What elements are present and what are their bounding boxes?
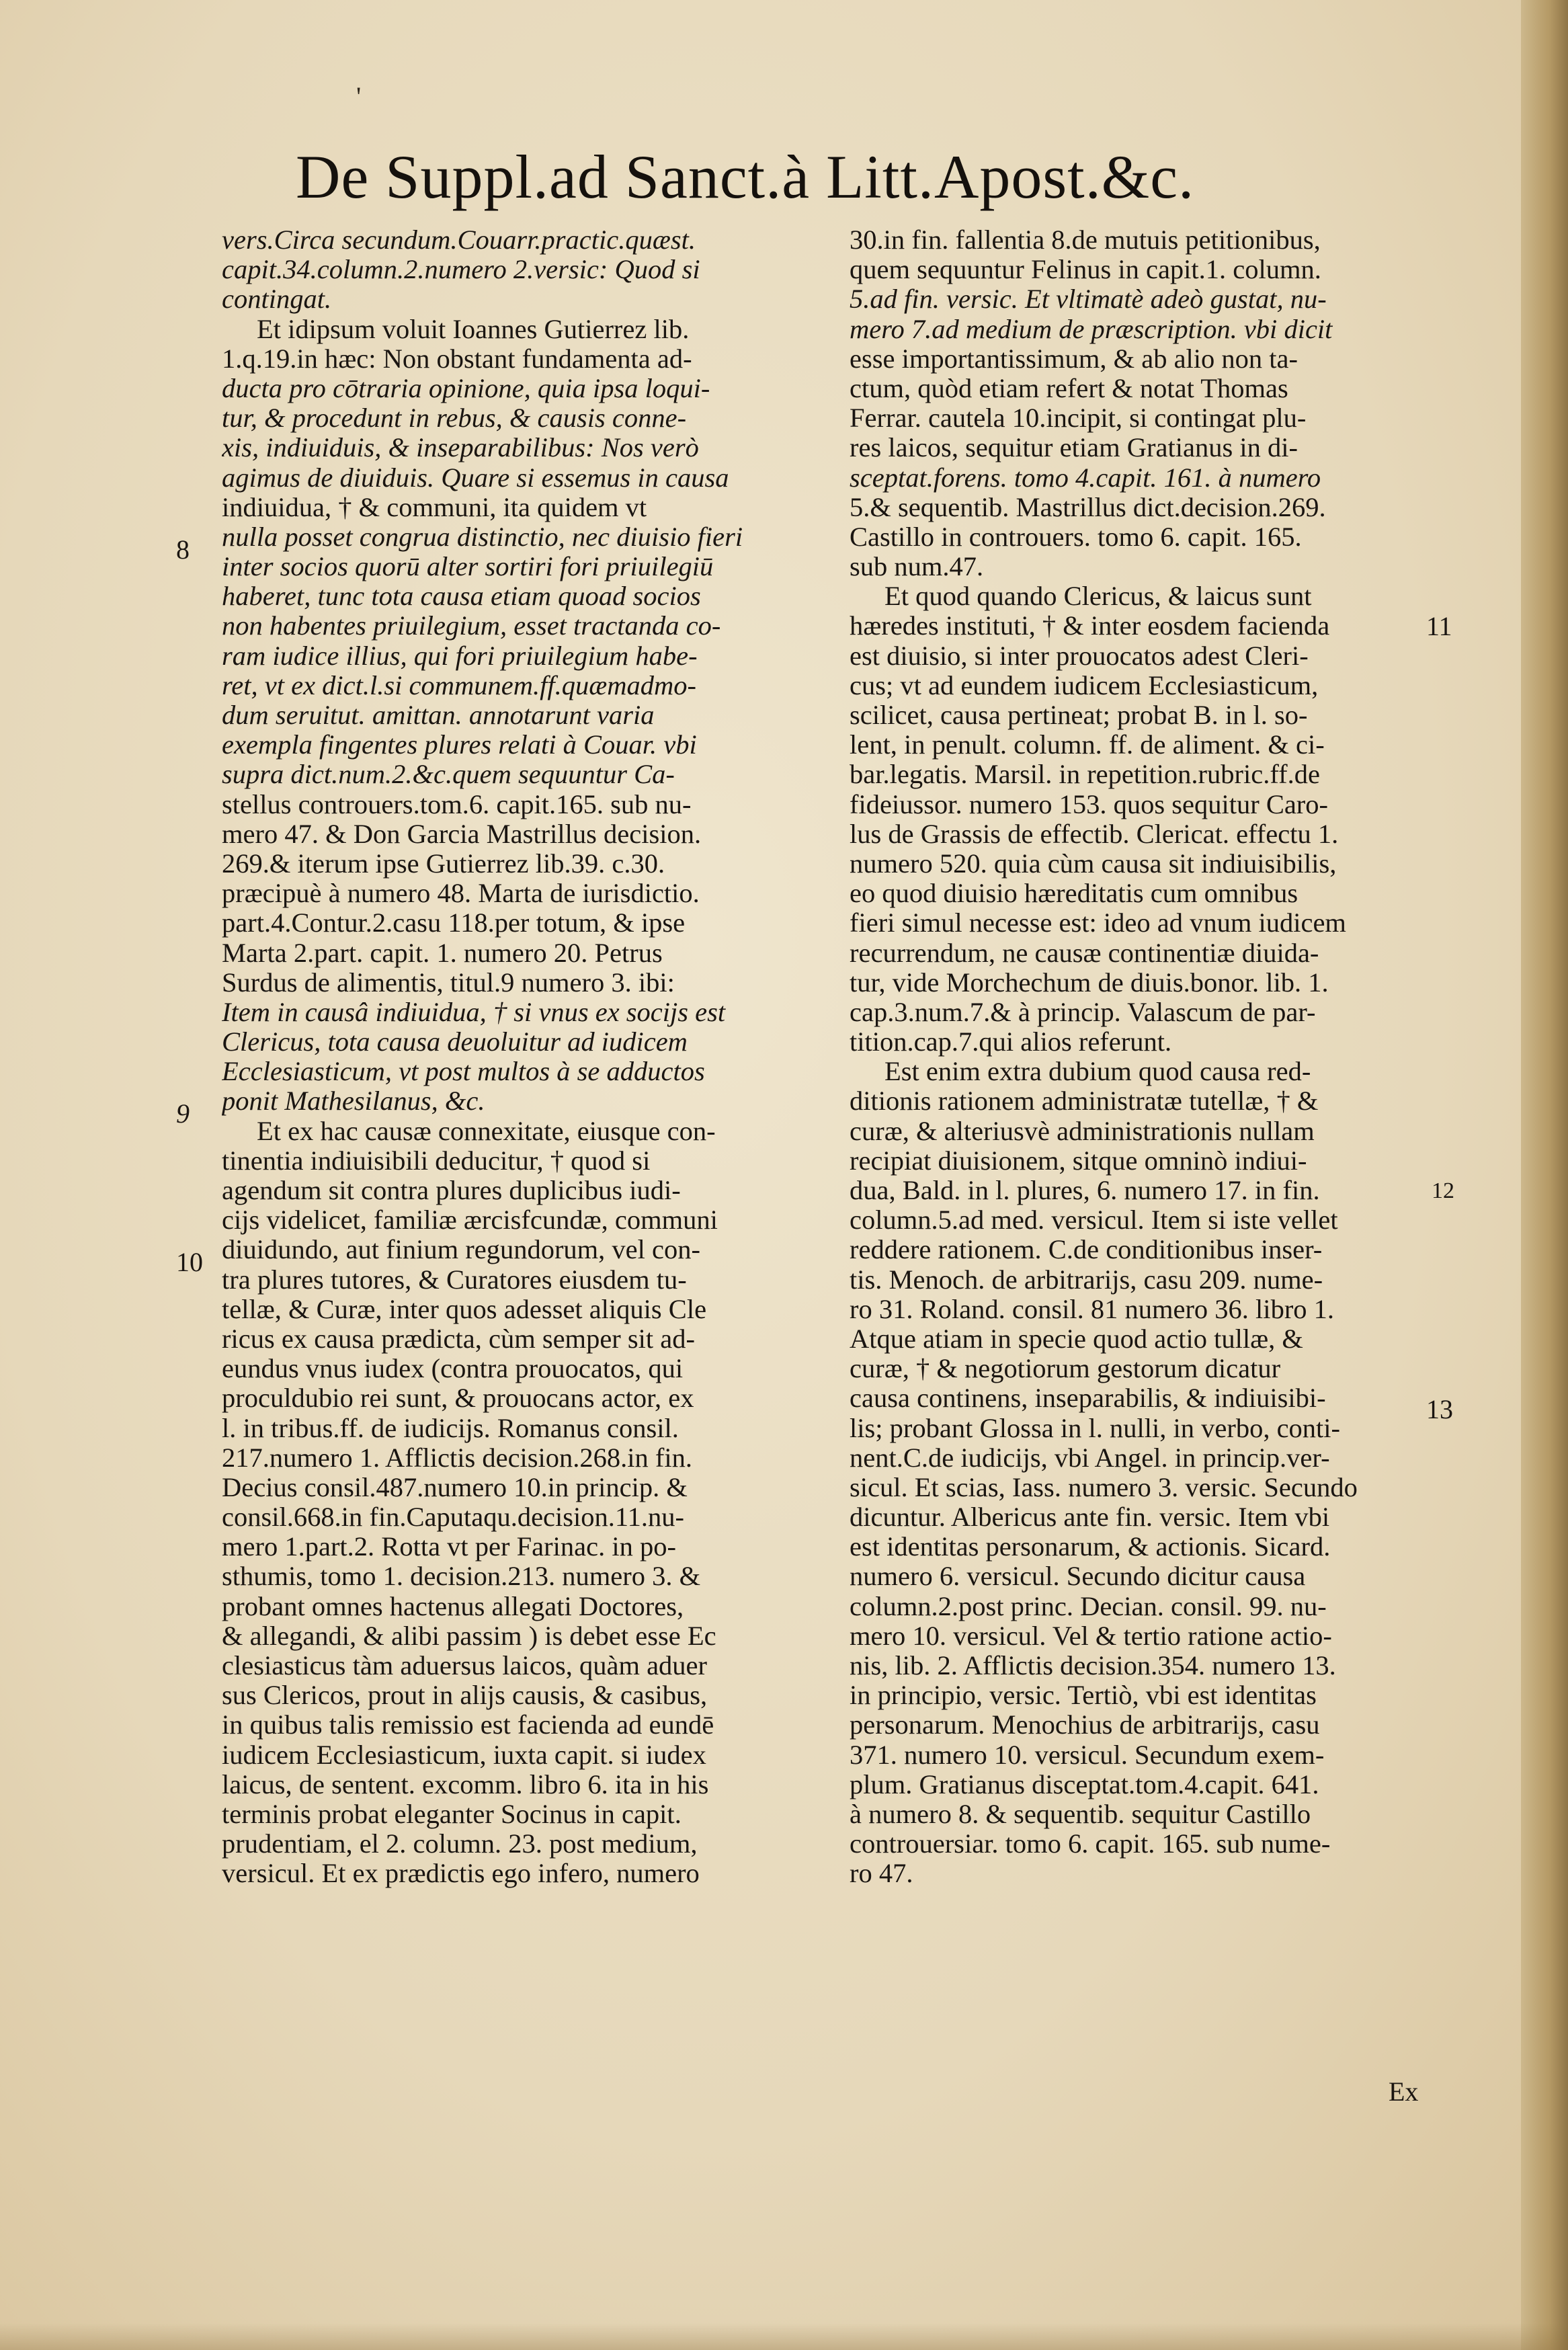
text-line: dum seruitut. amittan. annotarunt varia <box>222 700 655 730</box>
text-line: Surdus de alimentis, titul.9 numero 3. ibi: <box>222 967 675 998</box>
text-line: stellus controuers.tom.6. capit.165. sub nu- <box>222 789 692 819</box>
text-line: capit.34.column.2.numero 2.versic: Quod si <box>222 255 700 285</box>
text-line: supra dict.num.2.&c.quem sequuntur Ca- <box>222 760 675 790</box>
text-line: scilicet, causa pertineat; probat B. in l. so- <box>850 700 1308 730</box>
text-line: 1.q.19.in hæc: Non obstant fundamenta ad- <box>222 343 692 374</box>
left-text-column <box>222 225 854 1889</box>
text-line: res laicos, sequitur etiam Gratianus in di- <box>850 433 1298 463</box>
text-line: Castillo in controuers. tomo 6. capit. 165. <box>850 522 1302 552</box>
text-line: column.5.ad med. versicul. Item si iste vellet <box>850 1205 1338 1235</box>
text-line: agimus de diuiduis. Quare si essemus in causa <box>222 462 729 493</box>
text-line: column.2.post princ. Decian. consil. 99. nu- <box>850 1591 1327 1621</box>
text-line: cijs videlicet, familiæ ærcisfcundæ, communi <box>222 1205 718 1235</box>
text-line: mero 1.part.2. Rotta vt per Farinac. in po- <box>222 1532 676 1562</box>
text-line: præcipuè à numero 48. Marta de iurisdictio. <box>222 879 700 909</box>
text-line: eo quod diuisio hæreditatis cum omnibus <box>850 879 1298 909</box>
text-line: 217.numero 1. Afflictis decision.268.in fin. <box>222 1443 693 1473</box>
text-line: exempla fingentes plures relati à Couar. vbi <box>222 730 697 760</box>
text-line: terminis probat eleganter Socinus in capit. <box>222 1799 682 1829</box>
text-line: lis; probant Glossa in l. nulli, in verbo, conti- <box>850 1413 1341 1443</box>
text-line: cus; vt ad eundem iudicem Ecclesiasticum, <box>850 670 1319 700</box>
text-line: ricus ex causa prædicta, cùm semper sit ad- <box>222 1324 696 1354</box>
text-line: contingat. <box>222 284 332 315</box>
text-line: ro 47. <box>850 1859 913 1889</box>
text-line: Item in causâ indiuidua, † si vnus ex socijs est <box>222 997 726 1027</box>
text-line: tra plures tutores, & Curatores eiusdem tu- <box>222 1264 687 1295</box>
text-line: part.4.Contur.2.casu 118.per totum, & ipse <box>222 908 686 938</box>
text-line: ctum, quòd etiam refert & notat Thomas <box>850 373 1288 403</box>
text-line: controuersiar. tomo 6. capit. 165. sub nume- <box>850 1829 1331 1859</box>
text-line: bar.legatis. Marsil. in repetition.rubric.ff.de <box>850 760 1320 790</box>
text-line: cap.3.num.7.& à princip. Valascum de par- <box>850 997 1316 1027</box>
text-line: Et ex hac causæ connexitate, eiusque con- <box>257 1116 716 1146</box>
text-line: est diuisio, si inter prouocatos adest Cleri- <box>850 641 1309 671</box>
text-line: curæ, & alteriusvè administrationis nullam <box>850 1116 1315 1146</box>
text-line: xis, indiuiduis, & inseparabilibus: Nos verò <box>222 433 699 463</box>
text-line: mero 7.ad medium de præscription. vbi dicit <box>850 314 1333 344</box>
text-line: non habentes priuilegium, esset tractanda co- <box>222 611 721 641</box>
text-line: numero 6. versicul. Secundo dicitur causa <box>850 1562 1306 1592</box>
page-bottom-shadow <box>0 2323 1568 2350</box>
text-line: & allegandi, & alibi passim ) is debet esse Ec <box>222 1621 716 1651</box>
text-line: numero 520. quia cùm causa sit indiuisibilis, <box>850 848 1337 879</box>
text-line: consil.668.in fin.Caputaqu.decision.11.nu- <box>222 1502 685 1533</box>
text-line: eundus vnus iudex (contra prouocatos, qui <box>222 1354 684 1384</box>
text-line: indiuidua, † & communi, ita quidem vt <box>222 492 647 522</box>
text-line: diuidundo, aut finium regundorum, vel con- <box>222 1235 700 1265</box>
text-line: ret, vt ex dict.l.si communem.ff.quæmadmo- <box>222 670 696 700</box>
text-line: lus de Grassis de effectib. Clericat. effectu 1. <box>850 819 1339 849</box>
margin-number-8: 8 <box>176 534 190 565</box>
text-line: tition.cap.7.qui alios referunt. <box>850 1027 1172 1057</box>
text-line: laicus, de sentent. excomm. libro 6. ita in his <box>222 1769 709 1799</box>
text-line: Marta 2.part. capit. 1. numero 20. Petrus <box>222 938 663 968</box>
text-line: ditionis rationem administratæ tutellæ, † & <box>850 1086 1319 1117</box>
text-line: tis. Menoch. de arbitrarijs, casu 209. nume- <box>850 1264 1323 1295</box>
text-line: ducta pro cōtraria opinione, quia ipsa loqui- <box>222 373 710 403</box>
catchword: Ex <box>1389 2076 1419 2107</box>
text-line: haberet, tunc tota causa etiam quoad socios <box>222 581 701 612</box>
margin-number-12: 12 <box>1432 1178 1454 1203</box>
text-line: 371. numero 10. versicul. Secundum exem- <box>850 1740 1325 1770</box>
text-line: mero 47. & Don Garcia Mastrillus decision. <box>222 819 702 849</box>
text-line: recurrendum, ne causæ continentiæ diuida- <box>850 938 1319 968</box>
text-line: esse importantissimum, & ab alio non ta- <box>850 343 1298 374</box>
text-line: Est enim extra dubium quod causa red- <box>884 1057 1311 1087</box>
text-line: curæ, † & negotiorum gestorum dicatur <box>850 1354 1281 1384</box>
margin-number-9: 9 <box>176 1098 190 1129</box>
text-line: tur, & procedunt in rebus, & causis conne- <box>222 403 687 434</box>
text-line: sub num.47. <box>850 552 984 582</box>
text-line: 5.ad fin. versic. Et vltimatè adeò gustat, nu- <box>850 284 1327 315</box>
margin-number-11: 11 <box>1426 611 1452 641</box>
right-text-column <box>850 225 1488 1889</box>
text-line: l. in tribus.ff. de iudicijs. Romanus consil. <box>222 1413 679 1443</box>
text-line: ponit Mathesilanus, &c. <box>222 1086 485 1117</box>
text-line: lent, in penult. column. ff. de aliment. & ci- <box>850 730 1325 760</box>
text-line: agendum sit contra plures duplicibus iudi- <box>222 1176 681 1205</box>
text-line: 269.& iterum ipse Gutierrez lib.39. c.30. <box>222 848 665 879</box>
margin-number-10: 10 <box>176 1247 203 1277</box>
text-line: versicul. Et ex prædictis ego infero, numero <box>222 1859 700 1889</box>
page-fold-shadow <box>1521 0 1568 2350</box>
text-line: hæredes instituti, † & inter eosdem facienda <box>850 611 1330 641</box>
text-line: vers.Circa secundum.Couarr.practic.quæst. <box>222 225 696 255</box>
text-line: recipiat diuisionem, sitque omninò indiui- <box>850 1145 1307 1176</box>
text-line: Et quod quando Clericus, & laicus sunt <box>884 581 1312 612</box>
text-line: tur, vide Morchechum de diuis.bonor. lib. 1. <box>850 967 1329 998</box>
text-line: 5.& sequentib. Mastrillus dict.decision.269. <box>850 492 1326 522</box>
text-line: mero 10. versicul. Vel & tertio ratione actio- <box>850 1621 1332 1651</box>
text-line: nent.C.de iudicijs, vbi Angel. in princip.ver- <box>850 1443 1330 1473</box>
text-line: fieri simul necesse est: ideo ad vnum iudicem <box>850 908 1346 938</box>
text-line: 30.in fin. fallentia 8.de mutuis petitionibus, <box>850 225 1321 255</box>
text-line: nis, lib. 2. Afflictis decision.354. numero 13. <box>850 1651 1336 1680</box>
text-line: quem sequuntur Felinus in capit.1. column. <box>850 255 1321 285</box>
text-line: dicuntur. Albericus ante fin. versic. Item vbi <box>850 1502 1330 1533</box>
text-line: prudentiam, el 2. column. 23. post medium, <box>222 1829 698 1859</box>
text-line: Clericus, tota causa deuoluitur ad iudicem <box>222 1027 688 1057</box>
text-line: Atque atiam in specie quod actio tullæ, & <box>850 1324 1303 1354</box>
text-line: tellæ, & Curæ, inter quos adesset aliquis Cle <box>222 1294 707 1324</box>
text-line: iudicem Ecclesiasticum, iuxta capit. si iudex <box>222 1740 706 1770</box>
text-line: causa continens, inseparabilis, & indiuisibi- <box>850 1383 1326 1414</box>
text-line: est identitas personarum, & actionis. Sicard. <box>850 1532 1331 1562</box>
text-line: proculdubio rei sunt, & prouocans actor, ex <box>222 1383 694 1414</box>
text-line: ram iudice illius, qui fori priuilegium habe- <box>222 641 698 671</box>
text-line: personarum. Menochius de arbitrarijs, casu <box>850 1710 1320 1740</box>
text-line: reddere rationem. C.de conditionibus inser- <box>850 1235 1323 1265</box>
text-line: Decius consil.487.numero 10.in princip. & <box>222 1472 688 1502</box>
text-line: sicul. Et scias, Iass. numero 3. versic. Secundo <box>850 1472 1358 1502</box>
text-line: sthumis, tomo 1. decision.213. numero 3. & <box>222 1562 701 1592</box>
text-line: tinentia indiuisibili deducitur, † quod si <box>222 1145 651 1176</box>
text-line: Ferrar. cautela 10.incipit, si contingat plu- <box>850 403 1307 434</box>
text-line: in quibus talis remissio est facienda ad eundē <box>222 1710 714 1740</box>
text-line: dua, Bald. in l. plures, 6. numero 17. in fin. <box>850 1176 1320 1205</box>
text-line: à numero 8. & sequentib. sequitur Castillo <box>850 1799 1311 1829</box>
text-line: Ecclesiasticum, vt post multos à se adductos <box>222 1057 705 1087</box>
text-line: probant omnes hactenus allegati Doctores, <box>222 1591 684 1621</box>
running-header: De Suppl.ad Sanct.à Litt.Apost.&c. <box>296 143 1195 211</box>
text-line: sus Clericos, prout in alijs causis, & casibus, <box>222 1680 708 1711</box>
text-line: Et idipsum voluit Ioannes Gutierrez lib. <box>257 314 690 344</box>
text-line: clesiasticus tàm aduersus laicos, quàm aduer <box>222 1651 708 1680</box>
text-line: fideiussor. numero 153. quos sequitur Caro- <box>850 789 1329 819</box>
text-line: ro 31. Roland. consil. 81 numero 36. libro 1. <box>850 1294 1335 1324</box>
text-line: sceptat.forens. tomo 4.capit. 161. à numero <box>850 462 1321 493</box>
margin-number-13: 13 <box>1426 1394 1453 1424</box>
text-line: inter socios quorū alter sortiri fori priuilegiū <box>222 552 714 582</box>
text-line: nulla posset congrua distinctio, nec diuisio fieri <box>222 522 743 552</box>
text-line: plum. Gratianus disceptat.tom.4.capit. 641. <box>850 1769 1319 1799</box>
text-line: in principio, versic. Tertiò, vbi est identitas <box>850 1680 1317 1711</box>
top-pencil-mark: ' <box>356 81 362 112</box>
